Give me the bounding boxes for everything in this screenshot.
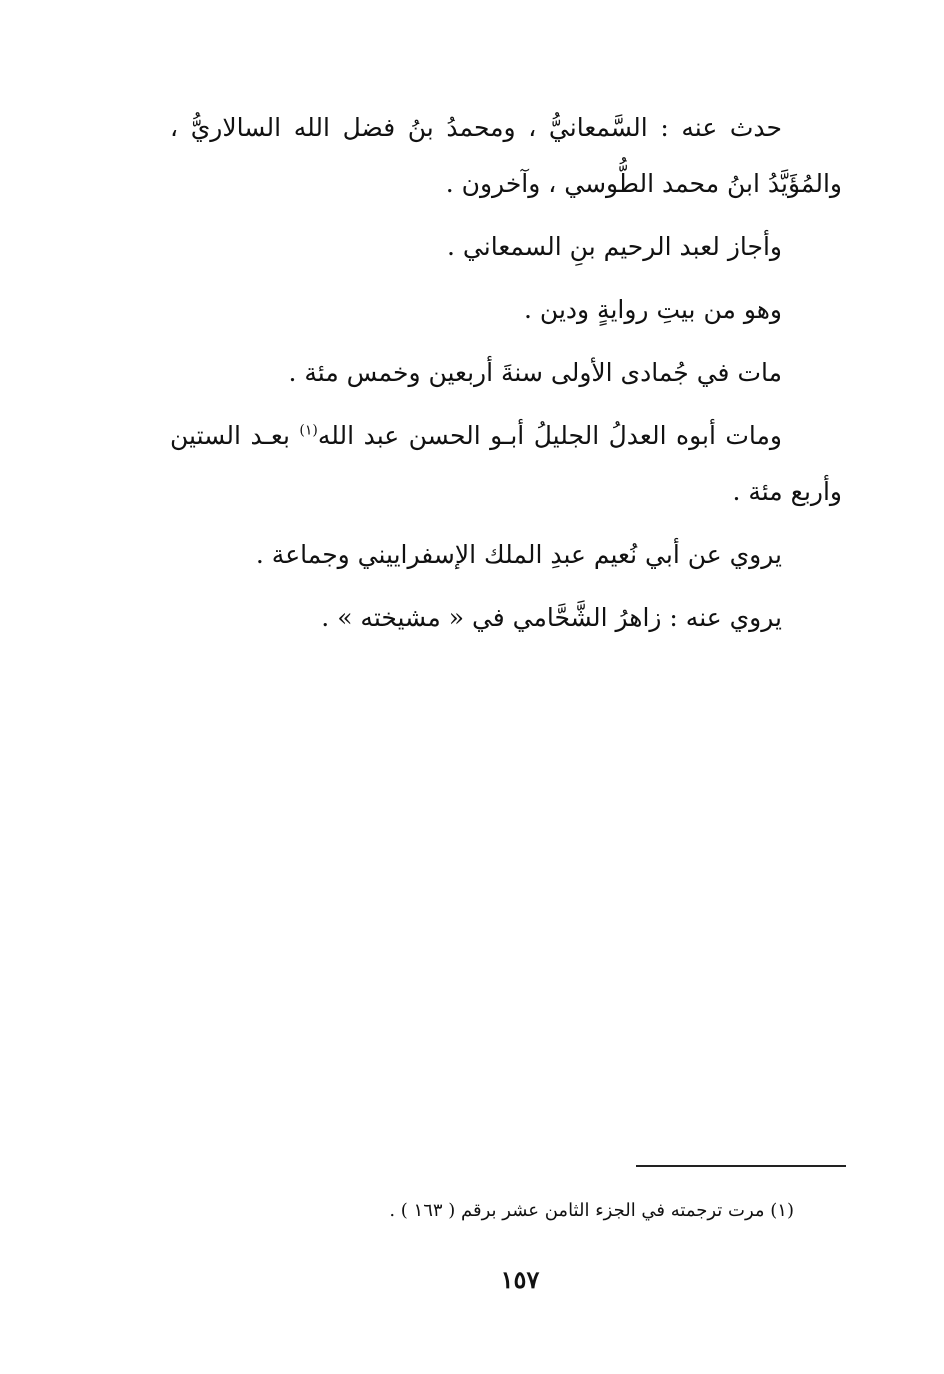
- father-text-start: ومات أبوه العدلُ الجليلُ أبـو الحسن عبد الله: [317, 421, 783, 450]
- father-text-end: بعـد الستين وأربع مئة .: [170, 421, 842, 506]
- paragraph-father-students: يروي عنه : زاهرُ الشَّحَّامي في « مشيخته » .: [321, 603, 782, 632]
- paragraph-narrators: حدث عنه : السَّمعانيُّ ، ومحمدُ بنُ فضل الله السالاريُّ ، والمُؤَيَّدُ ابنُ محمد الطُّوسي ، وآخرون .: [170, 113, 842, 198]
- paragraph-ijaza: وأجاز لعبد الرحيم بنِ السمعاني .: [447, 232, 782, 261]
- paragraph-father-teachers: يروي عن أبي نُعيم عبدِ الملك الإسفراييني وجماعة .: [255, 540, 782, 569]
- footnote-reference[interactable]: (١): [299, 422, 318, 439]
- page-number: ١٥٧: [500, 1265, 540, 1294]
- main-text: [170, 100, 842, 653]
- paragraph-family: وهو من بيتِ روايةٍ ودين .: [524, 295, 782, 324]
- footnote: (١) مرت ترجمته في الجزء الثامن عشر برقم ( ١٦٣ ) .: [389, 1200, 794, 1221]
- paragraph-death: مات في جُمادى الأولى سنةَ أربعين وخمس مئة .: [288, 358, 782, 387]
- paragraph-father: [170, 408, 842, 520]
- footnote-separator: [636, 1165, 846, 1167]
